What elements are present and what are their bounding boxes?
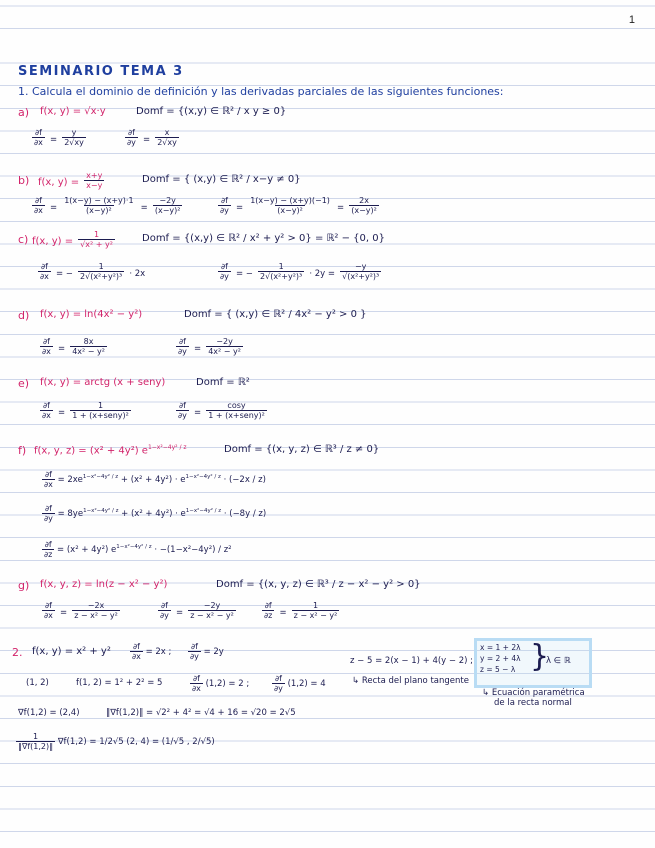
partial-x-d: $\frac{\partial f}{\partial x}$ = $\frac{8x}{\text{4x² − y²}}$ xyxy=(42,337,105,356)
function-b: f(x, y) = $\frac{x+y}{x-y}$ xyxy=(38,171,103,190)
partial-y-b: $\frac{\partial f}{\partial y}$ = $\frac{1(x-y) - (x+y)(-1)}{\text{(x−y)²}}$ = $\frac{2x}{\text{(x−y)²}}$ xyxy=(220,196,377,215)
system-brace: } xyxy=(530,639,550,674)
partial-y-a: $\frac{\partial f}{\partial y}$ = $\frac{x}{2√xy}$ xyxy=(127,128,177,147)
param-note-2: de la recta normal xyxy=(494,698,572,708)
label-b: b) xyxy=(18,174,30,187)
partial-x-a: $\frac{\partial f}{\partial x}$ = $\frac{y}{2√xy}$ xyxy=(34,128,84,147)
partial-x-g: $\frac{\partial f}{\partial x}$ = $\frac{-2x}{\text{z − x² − y²}}$ xyxy=(44,601,118,620)
page-number: 1 xyxy=(628,14,635,26)
domain-g: Domf = {(x, y, z) ∈ ℝ³ / z − x² − y² > 0} xyxy=(216,579,421,590)
partial-x-f: $\frac{\partial f}{\partial x}$ = $2xe^{1-x^2-4y^2 / z} + (x^2 + 4y^2) \cdot e^{1-x^2-4y^2 / z} \cdot (-2x / z)$ xyxy=(44,470,266,489)
function-g: f(x, y, z) = ln(z − x² − y²) xyxy=(40,579,168,590)
partial-y-e: $\frac{\partial f}{\partial y}$ = $\frac{\cos y}{\text{1 + (x+seny)²}}$ xyxy=(178,401,265,420)
label-g: g) xyxy=(18,579,30,592)
partial-y-ex2: $\frac{\partial f}{\partial y}$ = 2y xyxy=(190,642,224,661)
function-ex2: f(x, y) = x² + y² xyxy=(32,646,111,657)
function-e: f(x, y) = arctg (x + seny) xyxy=(40,377,166,388)
lambda-domain: λ ∈ ℝ xyxy=(546,656,571,666)
gradient: ∇f(1,2) = (2,4) xyxy=(18,708,80,718)
domain-f: Domf = {(x, y, z) ∈ ℝ³ / z ≠ 0} xyxy=(224,444,380,455)
label-d: d) xyxy=(18,309,30,322)
point: (1, 2) xyxy=(26,678,49,688)
unit-vector: $\frac{1}{‖\nabla f(1,2)‖}$ ∇f(1,2) = 1/2√5 (2, 4) = (1/√5 , 2/√5) xyxy=(18,732,215,751)
label-a: a) xyxy=(18,106,30,119)
exercise-statement: 1. Calcula el dominio de definición y las derivadas parciales de las siguientes funciones: xyxy=(18,85,504,98)
label-e: e) xyxy=(18,377,30,390)
tangent-plane-note: ↳ Recta del plano tangente xyxy=(352,676,469,686)
label-ex2: 2. xyxy=(12,646,23,659)
function-c: f(x, y) = $\frac{1}{\text{√x² + y²}}$ xyxy=(32,230,113,249)
domain-e: Domf = ℝ² xyxy=(196,377,250,388)
partial-z-g: $\frac{\partial f}{\partial z}$ = $\frac{1}{\text{z − x² − y²}}$ xyxy=(264,601,338,620)
partial-y-g: $\frac{\partial f}{\partial y}$ = $\frac{-2y}{\text{z − x² − y²}}$ xyxy=(160,601,234,620)
domain-b: Domf = { (x,y) ∈ ℝ² / x−y ≠ 0} xyxy=(142,174,301,185)
label-f: f) xyxy=(18,444,27,457)
normal-line-system: x = 1 + 2λ y = 2 + 4λ z = 5 − λ xyxy=(480,643,521,674)
domain-c: Domf = {(x,y) ∈ ℝ² / x² + y² > 0} = ℝ² − {0, 0} xyxy=(142,233,385,244)
partial-y-f: $\frac{\partial f}{\partial y}$ = $8ye^{1-x^2-4y^2 / z} + (x^2 + 4y^2) \cdot e^{1-x^2-4y^2 / z} \cdot (-8y / z)$ xyxy=(44,504,267,523)
partial-y-value: $\frac{\partial f}{\partial y}$ (1,2) = 4 xyxy=(274,674,326,693)
gradient-norm: ‖∇f(1,2)‖ = √2² + 4² = √4 + 16 = √20 = 2√5 xyxy=(106,708,296,718)
partial-z-f: $\frac{\partial f}{\partial z}$ = (x² + 4y²) $e^{1-x^2-4y^2 / z} \cdot -(1-x^2-4y^2) / z^2$ xyxy=(44,540,232,559)
partial-x-ex2: $\frac{\partial f}{\partial x}$ = 2x ; xyxy=(132,642,172,661)
partial-y-c: $\frac{\partial f}{\partial y}$ = − $\frac{1}{\text{2√(x²+y²)³}}$ · 2y = $\frac{-y}{\text{√(x²+y²)³}}$ xyxy=(220,262,380,281)
param-note-1: ↳ Ecuación paramétrica xyxy=(482,688,585,698)
tangent-plane: z − 5 = 2(x − 1) + 4(y − 2) ; xyxy=(350,656,474,666)
function-value: f(1, 2) = 1² + 2² = 5 xyxy=(76,678,163,688)
function-a: f(x, y) = √x·y xyxy=(40,106,106,117)
label-c: c) xyxy=(18,233,29,246)
page-title: SEMINARIO TEMA 3 xyxy=(18,64,184,79)
domain-a: Domf = {(x,y) ∈ ℝ² / x y ≥ 0} xyxy=(136,106,287,117)
partial-x-value: $\frac{\partial f}{\partial x}$ (1,2) = 2 ; xyxy=(192,674,250,693)
function-f: f(x, y, z) = (x² + 4y²) $e^{1-x^2-4y^2 / z}$ xyxy=(34,444,187,457)
partial-x-c: $\frac{\partial f}{\partial x}$ = − $\frac{1}{\text{2√(x²+y²)³}}$ · 2x xyxy=(40,262,146,281)
partial-x-b: $\frac{\partial f}{\partial x}$ = $\frac{1(x-y) - (x+y)\cdot 1}{\text{(x−y)²}}$ = $\frac{-2y}{\text{(x−y)²}}$ xyxy=(34,196,181,215)
partial-x-e: $\frac{\partial f}{\partial x}$ = $\frac{1}{\text{1 + (x+seny)²}}$ xyxy=(42,401,129,420)
partial-y-d: $\frac{\partial f}{\partial y}$ = $\frac{-2y}{\text{4x² − y²}}$ xyxy=(178,337,241,356)
domain-d: Domf = { (x,y) ∈ ℝ² / 4x² − y² > 0 } xyxy=(184,309,367,320)
function-d: f(x, y) = ln(4x² − y²) xyxy=(40,309,143,320)
